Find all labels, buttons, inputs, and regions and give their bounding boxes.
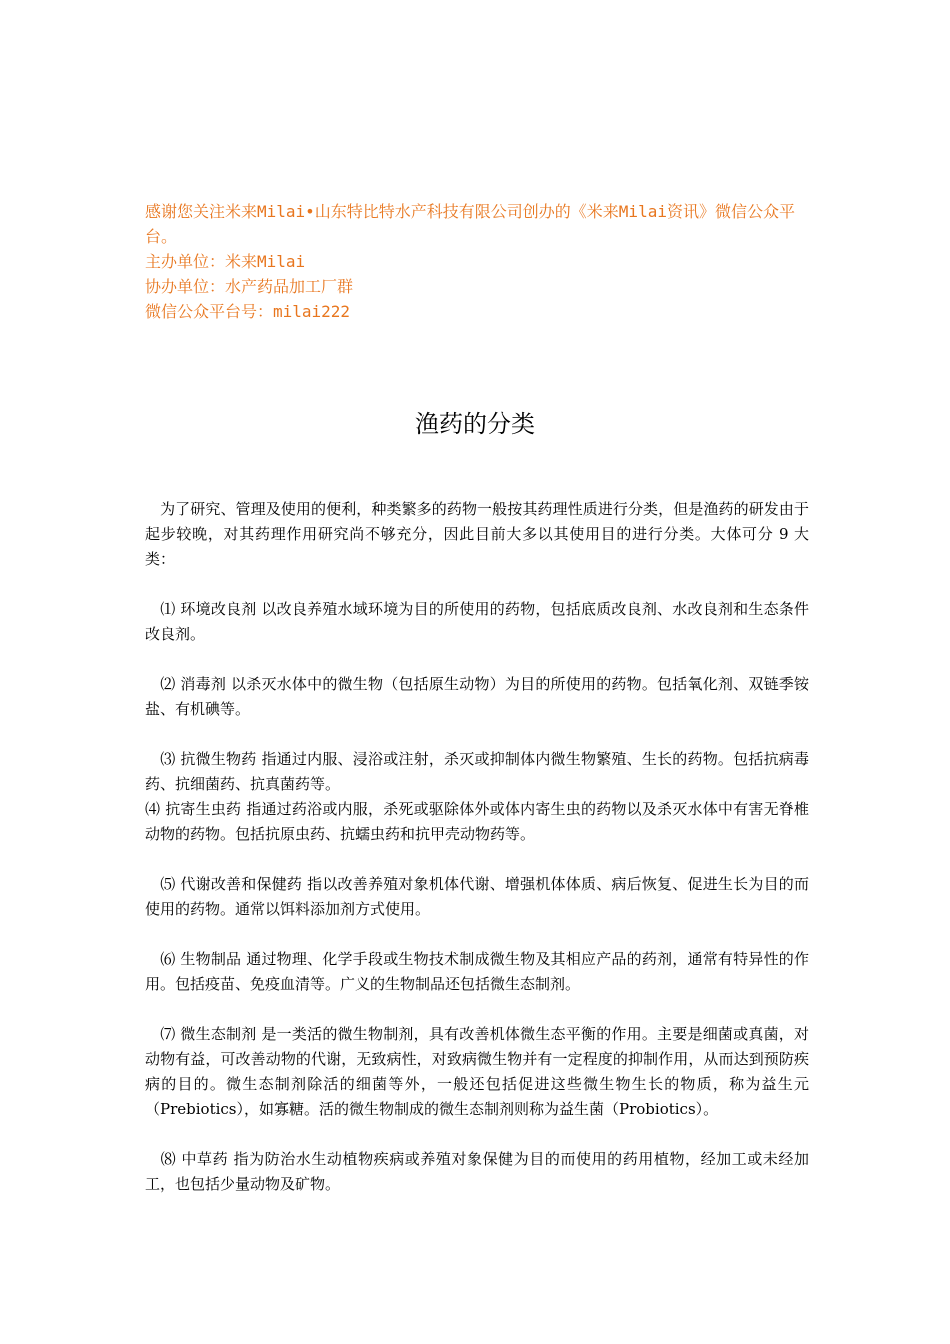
paragraph-spacer — [145, 847, 809, 872]
intro-host-text: 主办单位：米来Milai — [145, 252, 306, 271]
intro-cohost-text: 协办单位：水产药品加工厂群 — [145, 277, 354, 296]
paragraph-antimicrobial: ⑶ 抗微生物药 指通过内服、浸浴或注射，杀灭或抑制体内微生物繁殖、生长的药物。包括抗病毒药、抗细菌药、抗真菌药等。 — [145, 750, 809, 793]
intro-thanks-text: 感谢您关注米来Milai•山东特比特水产科技有限公司创办的《米来Milai资讯》微信公众平台。 — [145, 202, 795, 246]
paragraph-spacer — [145, 722, 809, 747]
intro-block — [145, 199, 825, 324]
paragraph-spacer — [145, 572, 809, 597]
paragraph-antiparasitic: ⑷ 抗寄生虫药 指通过药浴或内服，杀死或驱除体外或体内寄生虫的药物以及杀灭水体中有害无脊椎动物的药物。包括抗原虫药、抗蠕虫药和抗甲壳动物药等。 — [145, 800, 809, 843]
paragraph-metabolism-health: ⑸ 代谢改善和保健药 指以改善养殖对象机体代谢、增强机体体质、病后恢复、促进生长为目的而使用的药物。通常以饵料添加剂方式使用。 — [145, 875, 809, 918]
paragraph-environment-improver: ⑴ 环境改良剂 以改良养殖水域环境为目的所使用的药物，包括底质改良剂、水改良剂和生态条件改良剂。 — [145, 600, 809, 643]
paragraph-biological-products: ⑹ 生物制品 通过物理、化学手段或生物技术制成微生物及其相应产品的药剂，通常有特异性的作用。包括疫苗、免疫血清等。广义的生物制品还包括微生态制剂。 — [145, 950, 809, 993]
intro-wechat-text: 微信公众平台号：milai222 — [145, 302, 351, 321]
article-body — [145, 497, 809, 1197]
paragraph-intro: 为了研究、管理及使用的便利，种类繁多的药物一般按其药理性质进行分类，但是渔药的研发由于起步较晚，对其药理作用研究尚不够充分，因此目前大多以其使用目的进行分类。大体可分 9 大类： — [145, 500, 809, 568]
paragraph-disinfectant: ⑵ 消毒剂 以杀灭水体中的微生物（包括原生动物）为目的所使用的药物。包括氧化剂、双链季铵盐、有机碘等。 — [145, 675, 809, 718]
paragraph-spacer — [145, 997, 809, 1022]
paragraph-probiotic-agents: ⑺ 微生态制剂 是一类活的微生物制剂，具有改善机体微生态平衡的作用。主要是细菌或真菌，对动物有益，可改善动物的代谢，无致病性，对致病微生物并有一定程度的抑制作用，从而达到预防疾病的目的。微生态制剂除活的细菌等外，一般还包括促进这些微生物生长的物质，称为益生元（Prebiotics），如寡糖。活的微生物制成的微生态制剂则称为益生菌（Probiotics）。 — [145, 1025, 809, 1118]
paragraph-herbal-medicine: ⑻ 中草药 指为防治水生动植物疾病或养殖对象保健为目的而使用的药用植物，经加工或未经加工，也包括少量动物及矿物。 — [145, 1150, 809, 1193]
paragraph-spacer — [145, 647, 809, 672]
paragraph-spacer — [145, 922, 809, 947]
document-title: 渔药的分类 — [415, 410, 535, 438]
paragraph-spacer — [145, 1122, 809, 1147]
